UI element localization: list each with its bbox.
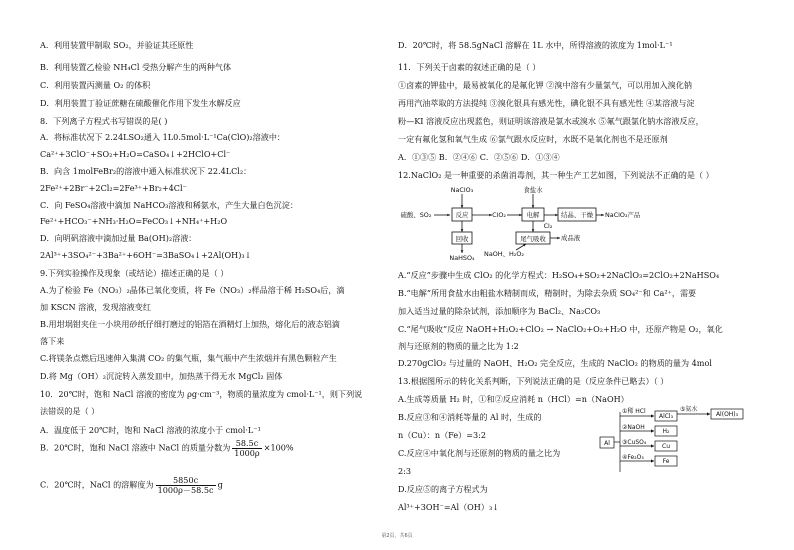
left-line-21: 10．20℃时，饱和 NaCl 溶液的密度为 ρg·cm⁻³，物质的量浓度为 cmol·L⁻¹，则下列说 — [40, 389, 363, 399]
left-line-7: Ca²⁺+3ClO⁻+SO₂+H₂O=CaSO₄↓+2HClO+Cl⁻ — [40, 149, 231, 159]
left-line-18: 落下来 — [40, 336, 65, 346]
page-footer: 第2页，共6页 — [381, 533, 413, 539]
diagram-reagent-2: ②NaOH — [622, 424, 645, 431]
right-mid-line-6: D.270gClO₂ 与过量的 NaOH、H₂O₂ 完全反应，生成的 NaClO₂ 的物质的量为 4mol — [398, 358, 712, 368]
diagram-arrow-3-head — [651, 444, 654, 447]
right-line-3: ①卤素的钾盐中，最易被氧化的是氟化钾 ②溴中溶有少量氯气，可以用加入溴化钠 — [398, 80, 692, 90]
diagram-product-3: Cu — [662, 443, 670, 450]
right-mid-line-4: C.“尾气吸收”反应 NaOH+H₂O₂+ClO₂ → NaClO₂+O₂+H₂O 中，还原产物是 O₂，氧化 — [398, 324, 723, 334]
left-line-10: C．向 FeSO₄溶液中滴加 NaHCO₃溶液和稀氨水，产生大量白色沉淀： — [40, 200, 298, 210]
right-mid-line-7: 13.根据图所示的转化关系判断，下列说法正确的是（反应条件已略去）（ ） — [398, 376, 669, 386]
fraction-denominator: 1000ρ－58.5c — [157, 485, 214, 495]
left-line-6: A．将标准状况下 2.24LSO₂通入 1L0.5mol·L⁻¹Ca(ClO)₂溶液中： — [40, 132, 286, 142]
option-suffix: g — [217, 479, 223, 490]
right-bottom-line-6: D.反应⑤的离子方程式为 — [398, 484, 488, 494]
flow-arrow-brine-head — [532, 205, 535, 208]
fraction-denominator: 1000ρ — [234, 448, 260, 458]
diagram-reagent-5: ⑤氨水 — [680, 406, 698, 413]
flow-arrow-naclo3-head — [461, 205, 464, 208]
right-bottom-line-3: n（Cu）：n（Fe）=3:2 — [398, 430, 487, 440]
right-line-2: 11．下列关于卤素的叙述正确的是（ ） — [398, 62, 541, 72]
flow-arrow-start-head — [447, 214, 450, 217]
process-flow-diagram — [398, 184, 641, 264]
diagram-arrow-2-head — [651, 429, 654, 432]
left-line-17: B.用坩埚钳夹住一小块用砂纸仔细打磨过的铝箔在酒精灯上加热，熔化后的液态铝滴 — [40, 319, 340, 329]
flow-arrow-tail-head — [532, 229, 535, 232]
left-line-14: 9.下列实验操作及现象（或结论）描述正确的是（ ） — [40, 268, 229, 278]
fraction — [232, 439, 261, 458]
right-line-4: 再用汽油萃取的方法提纯 ③溴化银具有感光性，碘化银不具有感光性 ④某溶液与淀 — [398, 98, 695, 108]
left-line-5: 8．下列离子方程式书写错误的是( ) — [40, 116, 168, 126]
diagram-product-1: AlCl₃ — [658, 413, 674, 420]
option-10c — [40, 476, 223, 495]
flow-react-label: 反应 — [455, 211, 469, 219]
left-line-9: 2Fe²⁺+2Br⁻+2Cl₂=2Fe³⁺+Br₂+4Cl⁻ — [40, 183, 187, 193]
flow-nahso4-label: NaHSO₄ — [449, 254, 475, 262]
flow-recover-label: 回收 — [455, 235, 469, 243]
left-line-20: D.将 Mg（OH）₂沉淀转入蒸发皿中，加热蒸干得无水 MgCl₂ 固体 — [40, 371, 283, 381]
diagram-arrow-1-head — [651, 414, 654, 417]
left-line-11: Fe²⁺+HCO₃⁻+NH₃·H₂O=FeCO₃↓+NH₄⁺+H₂O — [40, 216, 228, 226]
right-mid-line-3: 加入适当过量的除杂试剂，添加顺序为 BaCl₂、Na₂CO₃ — [398, 306, 601, 316]
flow-electro-label: 电解 — [526, 211, 540, 219]
flow-arrow-waste-head — [557, 237, 560, 240]
flow-brine-label: 食盐水 — [523, 186, 543, 194]
diagram-reagent-3: ③CuSO₄ — [622, 439, 647, 446]
flow-product-label: NaClO₂产品 — [605, 211, 641, 219]
diagram-product-5: Al(OH)₃ — [715, 411, 739, 418]
diagram-reagent-4: ④Fe₂O₃ — [622, 454, 644, 461]
aluminum-conversion-diagram — [598, 406, 768, 482]
flow-naclo3-label: NaClO₃ — [450, 186, 474, 194]
left-line-4: D．利用装置丁验证蔗糖在硫酸催化作用下发生水解反应 — [40, 98, 241, 108]
flow-clo2-label: ClO₂ — [492, 211, 506, 219]
diagram-al-label: Al — [604, 440, 610, 447]
left-line-15: A.为了检验 Fe（NO₃）₂晶体已氧化变质，将 Fe（NO₃）₂样品溶于稀 H₂SO₄后，滴 — [40, 285, 345, 295]
flow-arrow-nahso4-head — [461, 250, 464, 253]
right-line-1: D．20℃时，将 58.5gNaCl 溶解在 1L 水中，所得溶液的浓度为 1mol·L⁻¹ — [398, 40, 673, 50]
flow-arrow-recover-head — [461, 229, 464, 232]
flow-naoh-label: NaOH、H₂O₂ — [484, 250, 524, 258]
left-line-1: A．利用装置甲制取 SO₂，并验证其还原性 — [40, 40, 194, 50]
right-line-6: 一定有氟化氢和氧气生成 ⑥氯气跟水反应时，水既不是氧化剂也不是还原剂 — [398, 134, 668, 144]
diagram-product-2: H₂ — [662, 428, 670, 435]
right-bottom-line-1: A.生成等质量 H₂ 时，①和②反应消耗 n（HCl）=n（NaOH） — [398, 394, 629, 404]
left-line-16: 加 KSCN 溶液，发现溶液变红 — [40, 302, 151, 312]
right-mid-line-5: 剂与还原剂的物质的量之比为 1:2 — [398, 341, 519, 351]
left-line-3: C．利用装置丙测量 O₂ 的体积 — [40, 80, 151, 90]
flow-arrow-clo2b-head — [519, 214, 522, 217]
diagram-arrow-5-head — [707, 412, 710, 415]
right-line-5: 粉—KI 溶液反应出现蓝色，则证明该溶液是氯水或溴水 ⑤氟气跟氯化钠水溶液反应， — [398, 116, 704, 126]
right-line-8: 12.NaClO₂ 是一种重要的杀菌消毒剂，其一种生产工艺如图，下列说法不正确的是（ ） — [398, 170, 714, 180]
flow-arrow-product-head — [601, 214, 604, 217]
option-10b — [40, 439, 294, 458]
flow-crystal-label: 结晶、干燥 — [561, 211, 593, 219]
left-line-22: 法错误的是（ ） — [40, 406, 100, 416]
fraction-numerator: 5850c — [156, 476, 216, 486]
right-line-7: A．①③⑤ B．②④⑥ C．②⑤⑥ D．①③④ — [398, 152, 560, 162]
flow-tail-label: 尾气吸收 — [520, 235, 546, 243]
left-line-8: B．向含 1molFeBr₂的溶液中通入标准状况下 22.4LCl₂： — [40, 166, 252, 176]
right-mid-line-1: A.“反应”步骤中生成 ClO₂ 的化学方程式：H₂SO₄+SO₂+2NaClO₃=2ClO₂+2NaHSO₄ — [398, 270, 720, 280]
left-line-19: C.将镁条点燃后迅速伸入集满 CO₂ 的集气瓶，集气瓶中产生浓烟并有黑色颗粒产生 — [40, 353, 337, 363]
flow-waste-label: 成品液 — [561, 234, 581, 242]
fraction — [156, 476, 216, 495]
option-prefix: C．20℃时，NaCl 的溶解度为 — [40, 479, 154, 490]
left-line-23: A．温度低于 20℃时，饱和 NaCl 溶液的浓度小于 cmol·L⁻¹ — [40, 425, 261, 435]
option-prefix: B．20℃时，饱和 NaCl 溶液中 NaCl 的质量分数为 — [40, 442, 231, 453]
right-bottom-line-2: B.反应③和④消耗等量的 Al 时，生成的 — [398, 412, 542, 422]
right-bottom-line-5: 2:3 — [398, 466, 412, 476]
diagram-reagent-1: ①稀 HCl — [622, 408, 646, 415]
left-line-13: 2Al³⁺+3SO₄²⁻+3Ba²⁺+6OH⁻=3BaSO₄↓+2Al(OH)₃↓ — [40, 250, 252, 260]
left-line-2: B．利用装置乙检验 NH₄Cl 受热分解产生的两种气体 — [40, 62, 232, 72]
right-mid-line-2: B.“电解”所用食盐水由粗盐水精制而成，精制时，为除去杂质 SO₄²⁻和 Ca²⁺，需要 — [398, 288, 697, 298]
flow-arrow-electro-head — [555, 214, 558, 217]
fraction-numerator: 58.5c — [232, 439, 261, 449]
right-bottom-line-4: C.反应④中氧化剂与还原剂的物质的量之比为 — [398, 448, 561, 458]
flow-cl2-label: Cl₂ — [543, 222, 553, 230]
left-line-12: D．向明矾溶液中滴加过量 Ba(OH)₂溶液： — [40, 233, 197, 243]
diagram-arrow-4-head — [651, 459, 654, 462]
diagram-product-4: Fe — [662, 458, 670, 465]
right-bottom-line-7: Al³⁺+3OH⁻=Al（OH）₃↓ — [398, 502, 499, 512]
option-suffix: ×100% — [263, 442, 294, 453]
flow-start-label: 硫酸、SO₂ — [400, 211, 432, 219]
